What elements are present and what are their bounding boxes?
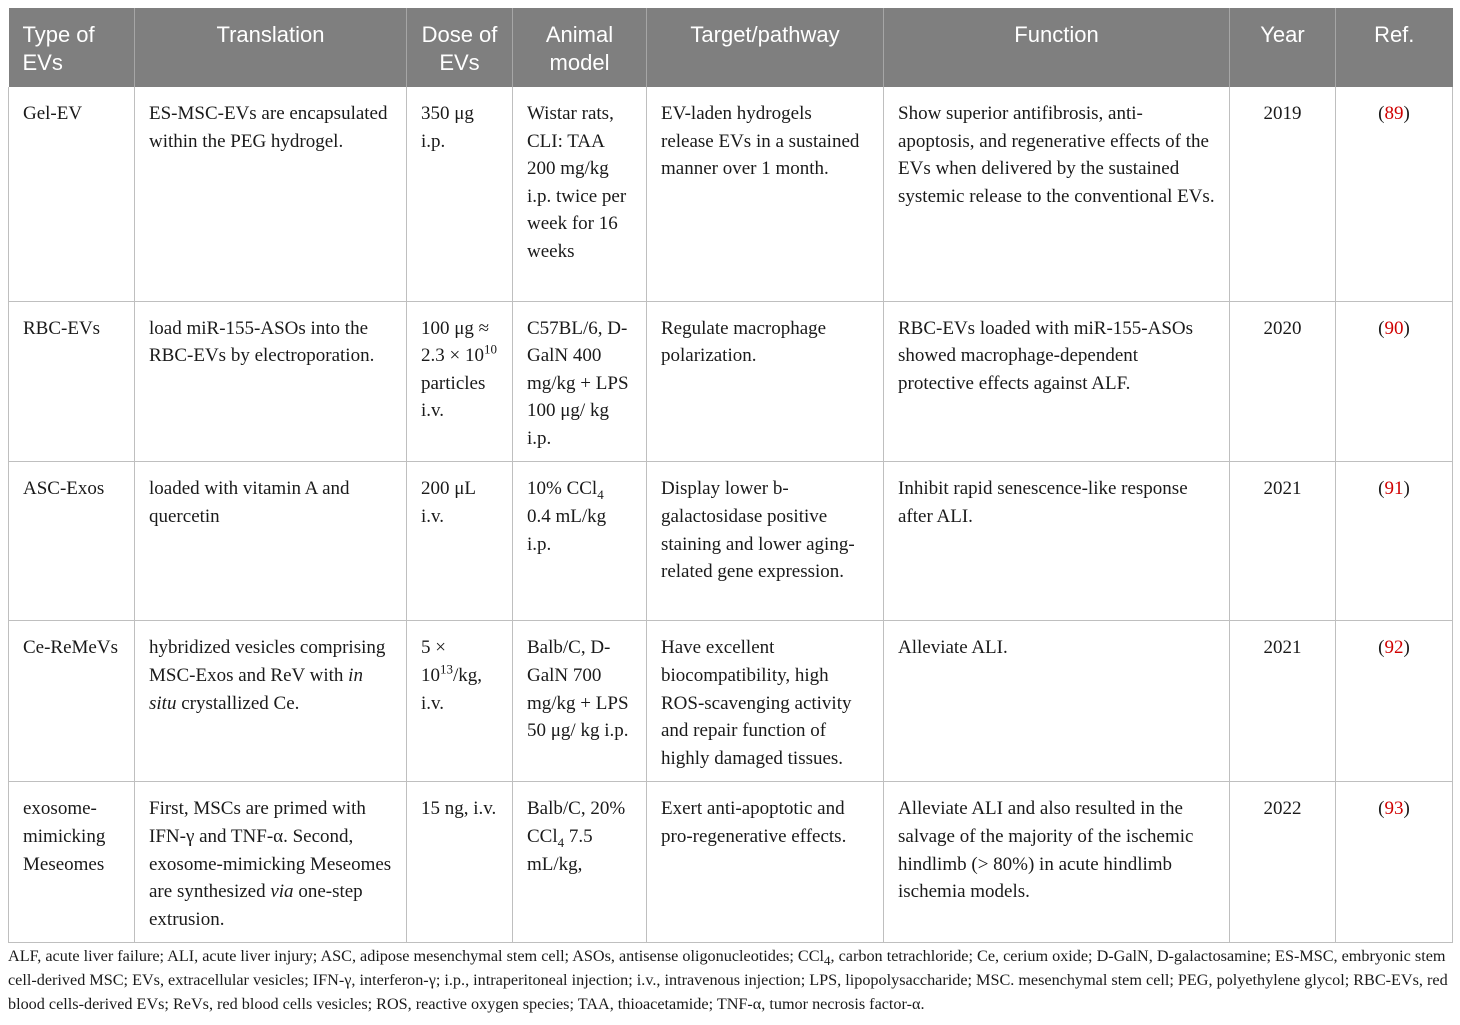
table-row [9, 301, 1453, 462]
cell-function: RBC-EVs loaded with miR-155-ASOs showed macrophage-dependent protective effects against ALF. [884, 301, 1230, 462]
cell-translation [135, 621, 407, 782]
header-year: Year [1230, 8, 1336, 87]
cell-translation: load miR-155-ASOs into the RBC-EVs by electroporation. [135, 301, 407, 462]
dose-text: 100 μg ≈ 2.3 × 10 [421, 317, 490, 367]
translation-text-cont: one-step extrusion. [149, 881, 363, 930]
ref-link[interactable]: 89 [1384, 103, 1404, 124]
ev-table [8, 8, 1453, 943]
table-container [8, 8, 1452, 943]
cell-target: Display lower b-galactosidase positive staining and lower aging-related gene expression. [647, 462, 884, 621]
dose-text-cont: particles i.v. [421, 372, 486, 422]
header-target: Target/pathway [647, 8, 884, 87]
dose-text: 5 × 10 [421, 637, 446, 687]
animal-subscript: 4 [597, 487, 604, 503]
header-ref: Ref. [1336, 8, 1453, 87]
ref-paren-open: ( [1378, 798, 1385, 820]
header-function: Function [884, 8, 1230, 87]
ref-paren-close: ) [1403, 317, 1410, 339]
table-row [9, 782, 1453, 943]
cell-dose: 350 μg i.p. [407, 87, 513, 301]
header-dose: Dose of EVs [407, 8, 513, 87]
table-footnote [8, 944, 1454, 1016]
cell-animal-model: Wistar rats, CLI: TAA 200 mg/kg i.p. twice per week for 16 weeks [513, 87, 647, 301]
translation-italic: in situ [149, 665, 363, 714]
cell-function: Inhibit rapid senescence-like response after ALI. [884, 462, 1230, 621]
cell-translation [135, 782, 407, 943]
cell-dose: 200 μL i.v. [407, 462, 513, 621]
ref-link[interactable]: 92 [1384, 637, 1404, 659]
ref-paren-open: ( [1378, 637, 1385, 659]
ref-paren-open: ( [1378, 317, 1385, 339]
table-row [9, 462, 1453, 621]
cell-animal-model [513, 782, 647, 943]
table-row [9, 87, 1453, 301]
cell-year: 2021 [1230, 462, 1336, 621]
animal-text: 10% CCl [527, 478, 598, 500]
ref-paren-close: ) [1403, 798, 1410, 820]
translation-text: hybridized vesicles comprising MSC-Exos and ReV with [149, 637, 386, 687]
cell-function: Alleviate ALI and also resulted in the salvage of the majority of the ischemic hindlimb (> 80%) in acute hindlimb ischemia models. [884, 782, 1230, 943]
cell-ref [1336, 782, 1453, 943]
table-row [9, 621, 1453, 782]
ref-link[interactable]: 93 [1384, 798, 1404, 820]
translation-text-cont: crystallized Ce. [176, 692, 300, 714]
dose-exponent: 10 [483, 341, 497, 357]
cell-year: 2019 [1230, 87, 1336, 301]
ref-paren-close: ) [1403, 637, 1410, 659]
cell-year: 2020 [1230, 301, 1336, 462]
footnote-text-cont: , carbon tetrachloride; Ce, cerium oxide; D-GalN, D-galactosamine; ES-MSC, embryonic stem cell-derived MSC; EVs, extracellular vesicles; IFN-γ, interferon-γ; i.p., intraperitoneal injection; i.v., intravenous injection; LPS, lipopolysaccharide; MSC. mesenchymal stem cell; PEG, polyethylene glycol; RBC-EVs, red blood cells-derived EVs; ReVs, red blood cells vesicles; ROS, reactive oxygen species; TAA, thioacetamide; TNF-α, tumor necrosis factor-α. [8, 947, 1448, 1013]
header-animal-model: Animal model [513, 8, 647, 87]
translation-text: First, MSCs are primed with IFN-γ and TNF-α. Second, exosome-mimicking Meseomes are synthesized [149, 798, 392, 903]
ref-link[interactable]: 90 [1384, 317, 1404, 339]
cell-type: ASC-Exos [9, 462, 135, 621]
cell-dose [407, 301, 513, 462]
cell-type: exosome-mimicking Meseomes [9, 782, 135, 943]
cell-function: Show superior antifibrosis, anti-apoptosis, and regenerative effects of the EVs when delivered by the sustained systemic release to the conventional EVs. [884, 87, 1230, 301]
cell-ref [1336, 462, 1453, 621]
cell-target: Have excellent biocompatibility, high ROS-scavenging activity and repair function of highly damaged tissues. [647, 621, 884, 782]
ref-paren-open: ( [1378, 478, 1385, 500]
cell-animal-model: Balb/C, D-GalN 700 mg/kg + LPS 50 μg/ kg i.p. [513, 621, 647, 782]
dose-text-cont: /kg, i.v. [421, 665, 483, 714]
ref-link[interactable]: 91 [1384, 478, 1404, 500]
animal-text-cont: 7.5 mL/kg, [527, 826, 593, 875]
animal-subscript: 4 [557, 834, 565, 850]
cell-target: EV-laden hydrogels release EVs in a sustained manner over 1 month. [647, 87, 884, 301]
cell-animal-model [513, 462, 647, 621]
header-translation: Translation [135, 8, 407, 87]
cell-ref [1336, 87, 1453, 301]
animal-text-cont: 0.4 mL/kg i.p. [527, 506, 607, 555]
footnote-text: ALF, acute liver failure; ALI, acute liver injury; ASC, adipose mesenchymal stem cell; ASOs, antisense oligonucleotides; CCl [8, 947, 825, 965]
cell-type: Ce-ReMeVs [9, 621, 135, 782]
cell-ref [1336, 301, 1453, 462]
table-header [9, 8, 1453, 87]
cell-animal-model: C57BL/6, D-GalN 400 mg/kg + LPS 100 μg/ kg i.p. [513, 301, 647, 462]
cell-type: Gel-EV [9, 87, 135, 301]
animal-text: Balb/C, 20% CCl [527, 798, 626, 848]
cell-dose: 15 ng, i.v. [407, 782, 513, 943]
cell-year: 2022 [1230, 782, 1336, 943]
cell-year: 2021 [1230, 621, 1336, 782]
footnote-subscript: 4 [824, 953, 831, 969]
cell-function: Alleviate ALI. [884, 621, 1230, 782]
cell-ref [1336, 621, 1453, 782]
cell-target: Exert anti-apoptotic and pro-regenerative effects. [647, 782, 884, 943]
ref-paren-open: ( [1378, 103, 1385, 124]
translation-italic: via [270, 881, 294, 903]
ref-paren-close: ) [1403, 478, 1410, 500]
cell-type: RBC-EVs [9, 301, 135, 462]
ref-paren-close: ) [1403, 103, 1410, 124]
header-type: Type of EVs [9, 8, 135, 87]
dose-exponent: 13 [440, 661, 453, 677]
cell-translation: loaded with vitamin A and quercetin [135, 462, 407, 621]
cell-dose [407, 621, 513, 782]
cell-target: Regulate macrophage polarization. [647, 301, 884, 462]
cell-translation: ES-MSC-EVs are encapsulated within the PEG hydrogel. [135, 87, 407, 301]
